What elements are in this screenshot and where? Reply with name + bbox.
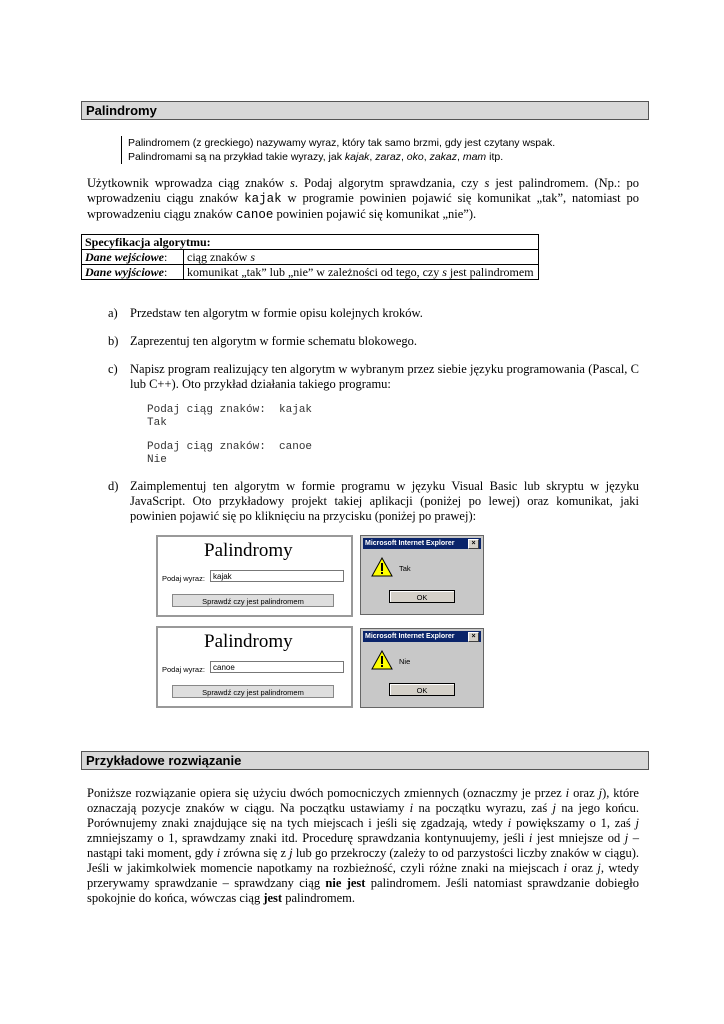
app-window-2	[156, 626, 353, 708]
spec-output-label: Dane wyjściowe:	[82, 265, 184, 280]
specification-table	[81, 234, 539, 280]
word-input[interactable]: canoe	[210, 661, 344, 673]
app-window-1	[156, 535, 353, 617]
code-line-1: Podaj ciąg znaków: kajak	[147, 404, 313, 416]
app-title: Palindromy	[204, 540, 293, 561]
message-box-2	[360, 628, 484, 708]
section-header-solution	[81, 751, 649, 770]
message-box-1	[360, 535, 484, 615]
close-icon[interactable]: ×	[468, 539, 479, 549]
section-title: Przykładowe rozwiązanie	[86, 753, 242, 768]
code-line-3: Podaj ciąg znaków: canoe	[147, 441, 313, 453]
item-c-text: Napisz program realizujący ten algorytm w wybranym przez siebie języku programowania (Pascal, C lub C++). Oto przykład działania takiego programu:	[130, 362, 639, 391]
message-text: Nie	[399, 657, 411, 666]
item-c-letter: c)	[108, 362, 118, 376]
app-input-label: Podaj wyraz:	[162, 665, 205, 674]
spec-input-label: Dane wejściowe:	[82, 250, 184, 265]
app-input-label: Podaj wyraz:	[162, 574, 205, 583]
section-title: Palindromy	[86, 103, 157, 118]
app-title: Palindromy	[204, 631, 293, 652]
spec-header: Specyfikacja algorytmu:	[82, 235, 539, 250]
definition-block	[121, 136, 610, 164]
code-line-4: Nie	[147, 454, 167, 466]
check-palindrome-button[interactable]: Sprawdź czy jest palindromem	[172, 685, 334, 698]
definition-line-1: Palindromem (z greckiego) nazywamy wyraz, który tak samo brzmi, gdy jest czytany wspak.	[128, 137, 556, 149]
item-d-letter: d)	[108, 479, 119, 493]
code-line-2: Tak	[147, 417, 167, 429]
task-paragraph: Użytkownik wprowadza ciąg znaków s. Podaj algorytm sprawdzania, czy s jest palindromem. (Np.: po wprowadzeniu ciągu znaków kajak w programie powinien pojawić się komunikat „tak”, natomiast po wprowadzeniu ciągu znaków canoe powinien pojawić się komunikat „nie”).	[87, 176, 639, 222]
warning-icon	[371, 557, 393, 577]
section-header-palindromy	[81, 101, 649, 120]
ok-button[interactable]: OK	[389, 590, 455, 603]
message-titlebar: Microsoft Internet Explorer ×	[363, 538, 481, 549]
word-input[interactable]: kajak	[210, 570, 344, 582]
message-text: Tak	[399, 564, 411, 573]
item-a-letter: a)	[108, 306, 118, 320]
item-b-letter: b)	[108, 334, 119, 348]
item-b-text: Zaprezentuj ten algorytm w formie schematu blokowego.	[130, 334, 418, 348]
item-a-text: Przedstaw ten algorytm w formie opisu kolejnych kroków.	[130, 306, 423, 320]
spec-output-value: komunikat „tak” lub „nie” w zależności od tego, czy s jest palindromem	[184, 265, 539, 280]
message-titlebar: Microsoft Internet Explorer ×	[363, 631, 481, 642]
definition-line-2: Palindromami są na przykład takie wyrazy, jak kajak, zaraz, oko, zakaz, mam itp.	[128, 151, 504, 163]
ok-button[interactable]: OK	[389, 683, 455, 696]
item-d-text: Zaimplementuj ten algorytm w formie programu w języku Visual Basic lub skryptu w języku JavaScript. Oto przykładowy projekt takiej aplikacji (poniżej po lewej) oraz komunikat, jaki powinien pojawić się po kliknięciu na przycisku (poniżej po prawej):	[130, 479, 639, 523]
warning-icon	[371, 650, 393, 670]
spec-input-value: ciąg znaków s	[184, 250, 539, 265]
close-icon[interactable]: ×	[468, 632, 479, 642]
check-palindrome-button[interactable]: Sprawdź czy jest palindromem	[172, 594, 334, 607]
solution-paragraph: Poniższe rozwiązanie opiera się użyciu dwóch pomocniczych zmiennych (oznaczmy je przez i oraz j), które oznaczają pozycje znaków w ciągu. Na początku ustawiamy i na początku wyrazu, zaś j na jego końcu. Porównujemy znaki znajdujące się na tych miejscach i jeśli się zgadzają, wtedy i powiększamy o 1, zaś j zmniejszamy o 1, sprawdzamy znaki itd. Procedurę sprawdzania kontynuujemy, jeśli i jest mniejsze od j – nastąpi taki moment, gdy i zrówna się z j lub go przekroczy (zależy to od parzystości liczby znaków w ciągu). Jeśli w jakimkolwiek momencie napotkamy na rozbieżność, czyli różne znaki na miejscach i oraz j, wtedy przerywamy sprawdzanie – sprawdzany ciąg nie jest palindromem. Jeśli natomiast sprawdzanie dobiegło spokojnie do końca, wówczas ciąg jest palindromem.	[87, 786, 640, 905]
